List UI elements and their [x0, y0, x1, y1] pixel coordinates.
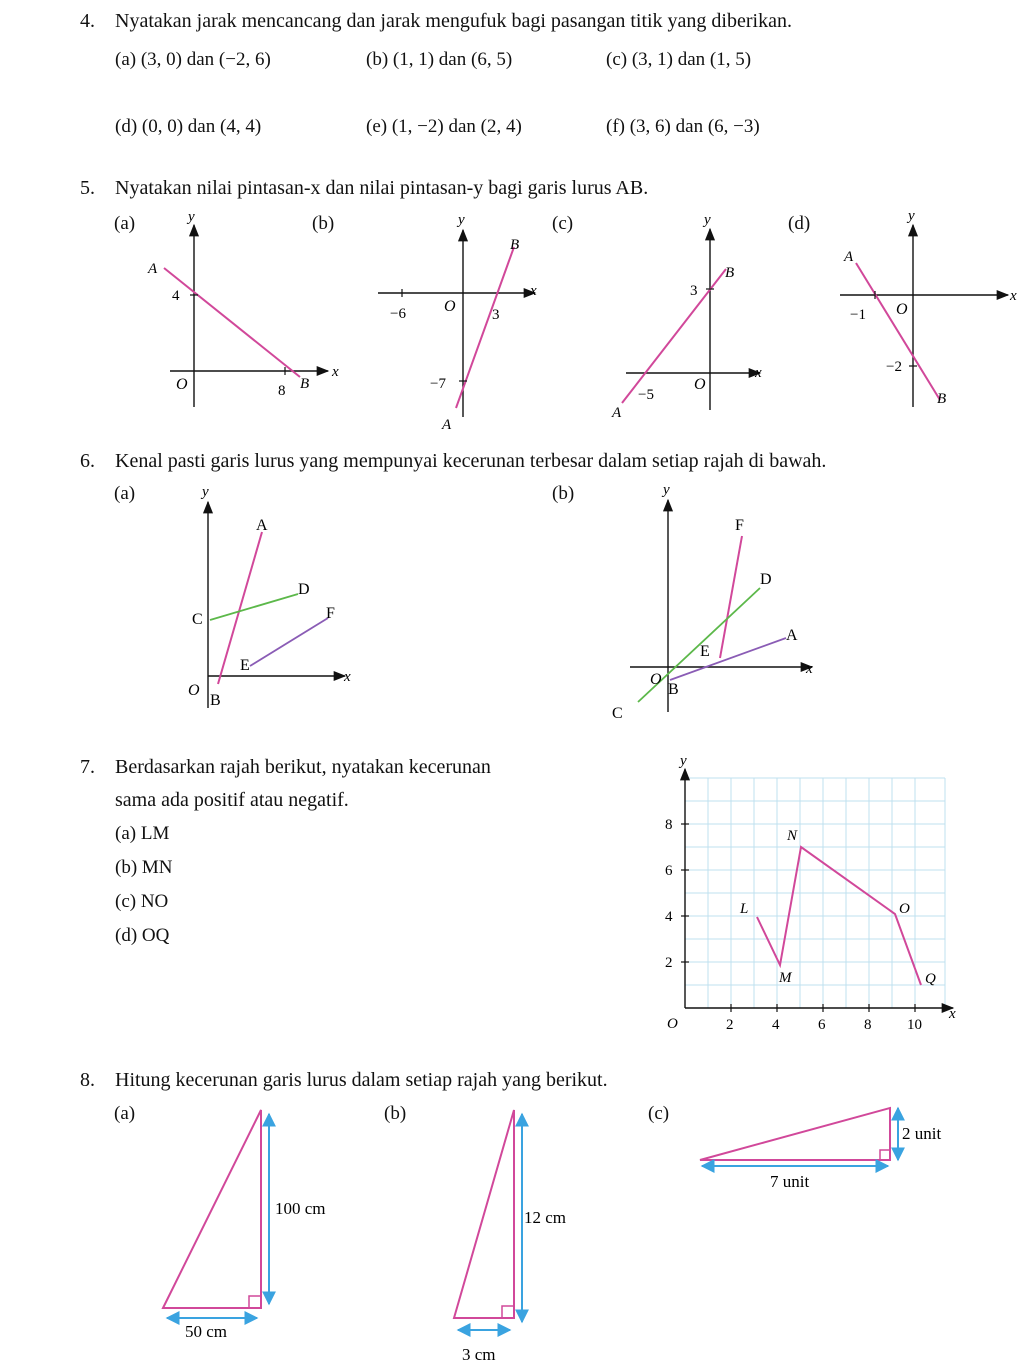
q6b-line-ba — [670, 638, 786, 680]
q4-item-c: (c) (3, 1) dan (1, 5) — [606, 49, 752, 70]
q6b-x-label: x — [806, 661, 813, 677]
q5-label-d: (d) — [788, 213, 811, 234]
q5b-point-b: B — [510, 237, 520, 253]
q6a-y-label: y — [202, 484, 209, 500]
q7-y-label: y — [680, 753, 687, 769]
q6-text: Kenal pasti garis lurus yang mempunyai kecerunan terbesar dalam setiap rajah di bawah. — [115, 450, 827, 472]
q5-number: 5. — [80, 177, 95, 199]
q7-xtick-6: 6 — [818, 1017, 826, 1033]
q5b-xint: 3 — [492, 307, 500, 323]
q4-item-e: (e) (1, −2) dan (2, 4) — [366, 116, 522, 137]
q7-point-o: O — [899, 901, 910, 917]
q7-grid — [685, 778, 945, 1008]
q7-point-m: M — [779, 970, 792, 986]
q6-number: 6. — [80, 450, 95, 472]
q6a-line-ef — [250, 618, 328, 666]
q7-graph — [655, 755, 965, 1045]
q7-ytick-8: 8 — [665, 817, 673, 833]
q5a-point-b: B — [300, 376, 310, 392]
q5c-xint: −5 — [638, 387, 654, 403]
q7-point-n: N — [787, 828, 798, 844]
q8a-height-label: 100 cm — [275, 1199, 326, 1218]
q7-number: 7. — [80, 756, 95, 778]
q6b-point-b: B — [668, 681, 679, 698]
q5c-x-label: x — [755, 365, 762, 381]
q5c-y-label: y — [704, 212, 711, 228]
q7-item-b: (b) MN — [115, 857, 173, 878]
q8c-height-label: 2 unit — [902, 1124, 942, 1143]
q7-line1: Berdasarkan rajah berikut, nyatakan kecerunan — [115, 756, 491, 778]
q4-number: 4. — [80, 10, 95, 32]
q5a-point-a: A — [148, 261, 158, 277]
q7-x-label: x — [949, 1006, 956, 1022]
q5a-y-label: y — [188, 209, 195, 225]
q5d-graph — [830, 205, 1021, 415]
q8c-figure — [690, 1100, 970, 1200]
q7-ytick-6: 6 — [665, 863, 673, 879]
q7-ticks — [681, 824, 915, 1012]
q5c-origin: O — [694, 376, 706, 393]
q5b-x-label: x — [530, 283, 537, 299]
q5b-yint: −7 — [430, 376, 446, 392]
q8b-right-angle — [502, 1306, 514, 1318]
q5c-point-a: A — [612, 405, 622, 421]
q8c-base-label: 7 unit — [770, 1172, 810, 1191]
q8a-figure — [155, 1100, 355, 1350]
q6a-point-a: A — [256, 517, 268, 534]
q8-label-a: (a) — [114, 1103, 136, 1124]
q7-line2: sama ada positif atau negatif. — [115, 789, 349, 811]
q5b-point-a: A — [442, 417, 452, 433]
q8-label-c: (c) — [648, 1103, 670, 1124]
q8b-figure — [440, 1100, 590, 1371]
q5b-origin: O — [444, 298, 456, 315]
q6a-x-label: x — [344, 669, 351, 685]
q5-label-c: (c) — [552, 213, 574, 234]
q4-item-b: (b) (1, 1) dan (6, 5) — [366, 49, 513, 70]
q8a-base-label: 50 cm — [185, 1322, 228, 1341]
q5a-yint: 4 — [172, 288, 180, 304]
q8c-right-angle — [880, 1150, 890, 1160]
q5b-line-ab — [456, 247, 514, 408]
q8a-triangle — [163, 1110, 261, 1308]
q5c-graph — [600, 205, 780, 425]
q5-label-a: (a) — [114, 213, 136, 234]
q7-xtick-8: 8 — [864, 1017, 872, 1033]
q5d-x-label: x — [1010, 288, 1017, 304]
q7-ytick-4: 4 — [665, 909, 673, 925]
q6b-graph — [600, 480, 830, 725]
q7-xtick-10: 10 — [907, 1017, 922, 1033]
q4-item-f: (f) (3, 6) dan (6, −3) — [606, 116, 760, 137]
q7-ytick-2: 2 — [665, 955, 673, 971]
q8-text: Hitung kecerunan garis lurus dalam setiap rajah yang berikut. — [115, 1069, 608, 1091]
q6a-point-b: B — [210, 692, 221, 709]
q6a-point-c: C — [192, 611, 203, 628]
q6a-point-e: E — [240, 657, 250, 674]
q5d-point-b: B — [937, 391, 947, 407]
q6a-point-d: D — [298, 581, 310, 598]
q5d-line-ab — [856, 263, 940, 400]
q8b-base-label: 3 cm — [462, 1345, 496, 1364]
q6a-line-cd — [210, 594, 298, 620]
q5b-graph — [360, 205, 560, 435]
q6b-point-c: C — [612, 705, 623, 722]
q6b-point-d: D — [760, 571, 772, 588]
q5d-point-a: A — [844, 249, 854, 265]
q8-label-b: (b) — [384, 1103, 407, 1124]
q7-xtick-4: 4 — [772, 1017, 780, 1033]
q4-text: Nyatakan jarak mencancang dan jarak mengufuk bagi pasangan titik yang diberikan. — [115, 10, 792, 32]
q6b-point-e: E — [700, 643, 710, 660]
q6b-origin: O — [650, 671, 662, 688]
q4-item-a: (a) (3, 0) dan (−2, 6) — [115, 49, 271, 70]
q5a-x-label: x — [332, 364, 339, 380]
q8-number: 8. — [80, 1069, 95, 1091]
q5c-point-b: B — [725, 265, 735, 281]
q6a-graph — [180, 480, 380, 720]
q5b-xneg: −6 — [390, 306, 406, 322]
q8b-height-label: 12 cm — [524, 1208, 567, 1227]
q6-label-a: (a) — [114, 483, 136, 504]
q7-item-c: (c) NO — [115, 891, 169, 912]
q8b-triangle — [454, 1110, 514, 1318]
q5d-xint: −1 — [850, 307, 866, 323]
q6b-y-label: y — [663, 482, 670, 498]
q7-xtick-2: 2 — [726, 1017, 734, 1033]
q5-label-b: (b) — [312, 213, 335, 234]
q5a-xint: 8 — [278, 383, 286, 399]
q7-item-a: (a) LM — [115, 823, 170, 844]
q5a-origin: O — [176, 376, 188, 393]
q5-text: Nyatakan nilai pintasan-x dan nilai pintasan-y bagi garis lurus AB. — [115, 177, 649, 199]
q6a-origin: O — [188, 682, 200, 699]
q5a-line-ab — [164, 268, 300, 377]
q6a-point-f: F — [326, 605, 335, 622]
q5d-y-label: y — [908, 208, 915, 224]
q6b-point-a: A — [786, 627, 798, 644]
q6-label-b: (b) — [552, 483, 575, 504]
q5a-graph — [140, 205, 350, 415]
q5b-y-label: y — [458, 212, 465, 228]
q8c-triangle — [700, 1108, 890, 1160]
q7-origin: O — [667, 1016, 678, 1032]
q5d-yint: −2 — [886, 359, 902, 375]
q6b-point-f: F — [735, 517, 744, 534]
q7-point-l: L — [740, 901, 749, 917]
q7-item-d: (d) OQ — [115, 925, 170, 946]
q5d-origin: O — [896, 301, 908, 318]
q8a-right-angle — [249, 1296, 261, 1308]
q5c-yint: 3 — [690, 283, 698, 299]
q4-item-d: (d) (0, 0) dan (4, 4) — [115, 116, 262, 137]
q6b-line-ef — [720, 536, 742, 658]
q7-point-q: Q — [925, 971, 936, 987]
